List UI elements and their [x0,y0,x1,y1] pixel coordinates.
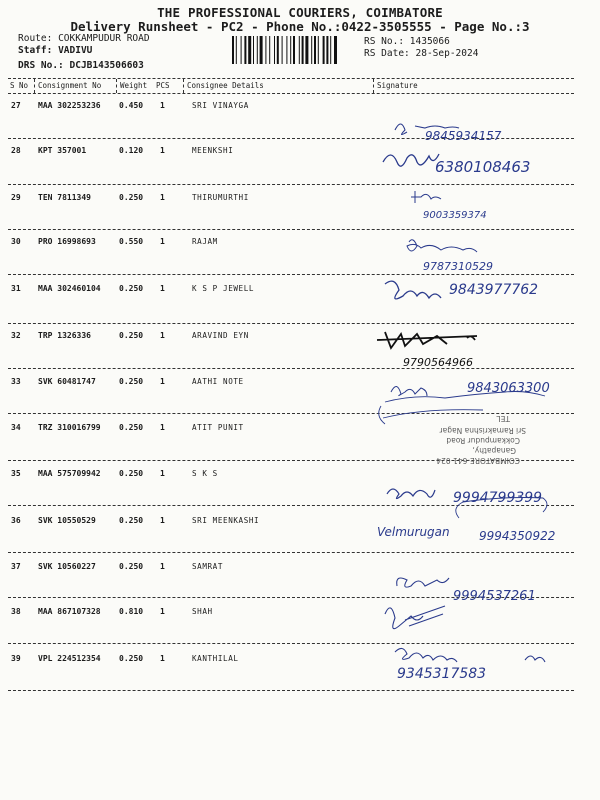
svg-text:Velmurugan: Velmurugan [377,525,450,539]
signature-36 [375,462,575,540]
consignment-cell: MAA 302253236 [38,101,101,110]
drs-line [18,60,144,71]
column-header-signature: Signature [377,81,418,90]
consignee-cell: SRI MEENKASHI [192,516,260,525]
svg-text:COIMBATORE-641 024: COIMBATORE-641 024 [436,456,520,465]
consignment-cell: VPL 224512354 [38,654,101,663]
divider [116,79,117,93]
consignment-cell: MAA 302460104 [38,284,101,293]
sno-cell: 37 [11,562,21,571]
divider [8,93,574,94]
column-header-consignee: Consignee Details [187,81,264,90]
pcs-cell: 1 [160,146,165,155]
consignee-cell: MEENKSHI [192,146,234,155]
page-subtitle: Delivery Runsheet - PC2 - Phone No.:0422-3505555 - Page No.:3 [70,19,530,34]
pcs-cell: 1 [160,469,165,478]
weight-cell: 0.250 [119,516,144,525]
staff-line [18,45,92,56]
signature-phone: 9994537261 [453,589,536,604]
consignment-cell: TRZ 310016799 [38,423,101,432]
signature-phone: 6380108463 [435,158,531,176]
pcs-cell: 1 [160,237,165,246]
signature-phone: 9790564966 [403,356,473,369]
column-header-sno: S No [10,81,29,90]
pcs-cell: 1 [160,516,165,525]
consignee-cell: SHAH [192,607,213,616]
rs-no-line [364,36,450,47]
divider [8,552,574,553]
drs-label: DRS No.: [18,60,64,71]
sno-cell: 32 [11,331,21,340]
signature-phone: 9003359374 [423,210,487,221]
divider [183,79,184,93]
signature-phone: 9787310529 [423,260,493,273]
rs-date-label: RS Date: [364,48,410,59]
weight-cell: 0.250 [119,193,144,202]
stamp-icon [370,398,550,468]
staff-value: VADIVU [58,45,93,56]
sno-cell: 35 [11,469,21,478]
signature-phone: 9843977762 [449,282,539,298]
weight-cell: 0.810 [119,607,144,616]
consignment-cell: KPT 357001 [38,146,87,155]
consignee-cell: AATHI NOTE [192,377,244,386]
signature-phone: 9345317583 [397,666,487,682]
weight-cell: 0.250 [119,423,144,432]
weight-cell: 0.250 [119,377,144,386]
route-label: Route: [18,33,53,44]
sno-cell: 28 [11,146,21,155]
sno-cell: 27 [11,101,21,110]
weight-cell: 0.120 [119,146,144,155]
rs-no-label: RS No.: [364,36,405,47]
divider [34,79,35,93]
consignee-cell: KANTHILAL [192,654,239,663]
weight-cell: 0.550 [119,237,144,246]
divider [373,79,374,93]
consignment-cell: TRP 1326336 [38,331,91,340]
pcs-cell: 1 [160,562,165,571]
weight-cell: 0.250 [119,331,144,340]
consignee-cell: SAMRAT [192,562,224,571]
weight-cell: 0.250 [119,654,144,663]
consignment-cell: MAA 575709942 [38,469,101,478]
pcs-cell: 1 [160,101,165,110]
pcs-cell: 1 [160,423,165,432]
column-header-pcs: PCS [156,81,170,90]
consignment-cell: SVK 10550529 [38,516,96,525]
rs-no-value: 1435066 [409,36,450,47]
pcs-cell: 1 [160,607,165,616]
weight-cell: 0.250 [119,284,144,293]
weight-cell: 0.250 [119,469,144,478]
sno-cell: 29 [11,193,21,202]
rs-date-line [364,48,478,59]
drs-value: DCJB143506603 [69,60,144,71]
sno-cell: 30 [11,237,21,246]
consignee-cell: ARAVIND EYN [192,331,249,340]
column-header-weight: Weight [120,81,148,90]
pcs-cell: 1 [160,284,165,293]
weight-cell: 0.450 [119,101,144,110]
pcs-cell: 1 [160,331,165,340]
consignee-cell: ATIT PUNIT [192,423,244,432]
sno-cell: 39 [11,654,21,663]
signature-phone: 9994799399 [453,490,543,506]
consignment-cell: TEN 7811349 [38,193,91,202]
sno-cell: 34 [11,423,21,432]
consignee-cell: THIRUMURTHI [192,193,249,202]
consignee-cell: RAJAM [192,237,218,246]
signature-phone: 9843063300 [467,381,550,396]
page-title: THE PROFESSIONAL COURIERS, COIMBATORE [157,5,443,20]
weight-cell: 0.250 [119,562,144,571]
pcs-cell: 1 [160,193,165,202]
signature-39 [375,640,575,718]
route-value: COKKAMPUDUR ROAD [58,33,150,44]
consignment-cell: MAA 867107328 [38,607,101,616]
svg-text:TEL: TEL [496,414,510,423]
consignee-cell: SRI VINAYGA [192,101,249,110]
svg-text:Cokkampudur Road: Cokkampudur Road [446,436,520,445]
barcode-icon [232,36,358,64]
sno-cell: 31 [11,284,21,293]
consignment-cell: SVK 60481747 [38,377,96,386]
sno-cell: 33 [11,377,21,386]
staff-label: Staff: [18,45,53,56]
signature-phone: 9845934157 [425,129,502,143]
sno-cell: 38 [11,607,21,616]
rs-date-value: 28-Sep-2024 [415,48,479,59]
consignment-cell: SVK 10560227 [38,562,96,571]
pcs-cell: 1 [160,654,165,663]
consignment-cell: PRO 16998693 [38,237,96,246]
consignee-cell: K S P JEWELL [192,284,255,293]
pcs-cell: 1 [160,377,165,386]
svg-text:Sri Ramakrishna Nagar: Sri Ramakrishna Nagar [439,426,526,435]
column-header-consignment: Consignment No [38,81,102,90]
consignee-cell: S K S [192,469,218,478]
svg-text:Ganapathy,: Ganapathy, [472,446,516,455]
route-line [18,33,150,44]
divider [8,78,574,79]
sno-cell: 36 [11,516,21,525]
signature-phone: 9994350922 [479,529,556,540]
